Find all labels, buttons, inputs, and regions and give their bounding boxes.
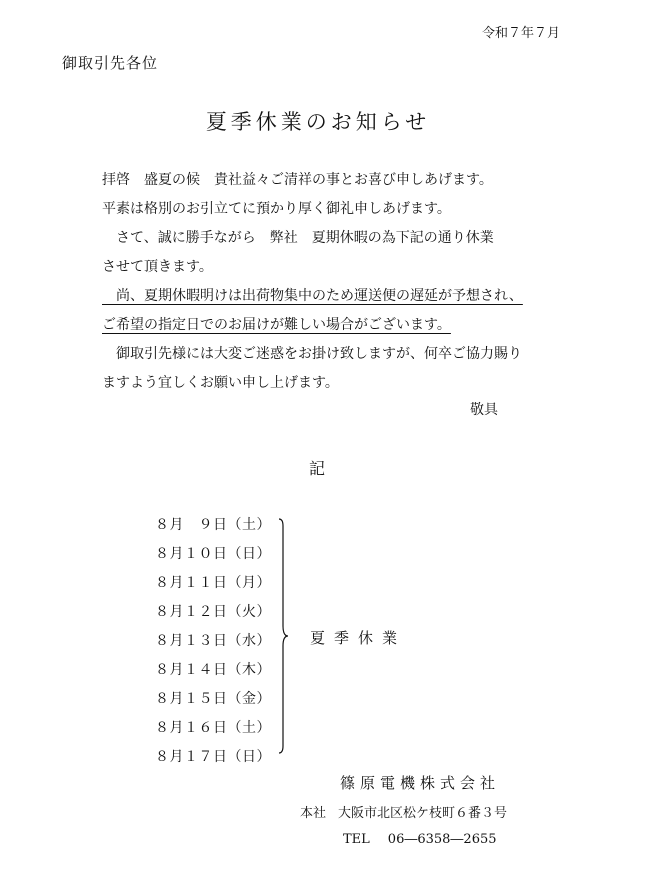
company-address xyxy=(300,802,507,821)
body-line: させて頂きます。 xyxy=(102,259,213,275)
right-brace-icon xyxy=(278,518,292,754)
holiday-date: ８月１４日（木） xyxy=(155,662,271,678)
tel-value: 06―6358―2655 xyxy=(387,832,497,847)
body-line: ますよう宜しくお願い申し上げます。 xyxy=(102,375,339,391)
holiday-date: ８月１７日（日） xyxy=(155,749,271,765)
body-line-underlined: ご希望の指定日でのお届けが難しい場合がございます。 xyxy=(102,317,451,333)
body-line: 御取引先様には大変ご迷惑をお掛け致しますが、何卒ご協力賜り xyxy=(102,346,522,362)
holiday-date: ８月 ９日（土） xyxy=(155,517,271,533)
address-label: 本社 xyxy=(300,806,327,821)
holiday-date: ８月１１日（月） xyxy=(155,575,271,591)
body-line-underlined: 尚、夏期休暇明けは出荷物集中のため運送便の遅延が予想され、 xyxy=(102,288,523,304)
body-line: さて、誠に勝手ながら 弊社 夏期休暇の為下記の通り休業 xyxy=(102,230,494,246)
tel-label: TEL xyxy=(343,832,370,847)
company-name: 篠原電機株式会社 xyxy=(340,774,501,792)
recipient: 御取引先各位 xyxy=(62,54,159,72)
body-line: 拝啓 盛夏の候 貴社益々ご清祥の事とお喜び申しあげます。 xyxy=(102,172,493,188)
holiday-date: ８月１６日（土） xyxy=(155,720,271,736)
closing-keigu: 敬具 xyxy=(470,402,498,418)
address-value: 大阪市北区松ケ枝町６番３号 xyxy=(338,806,508,821)
holiday-date: ８月１０日（日） xyxy=(155,546,271,562)
issue-date: 令和７年７月 xyxy=(481,26,560,41)
body-line: 平素は格別のお引立てに預かり厚く御礼申しあげます。 xyxy=(102,201,451,217)
company-tel xyxy=(343,832,497,847)
holiday-date: ８月１５日（金） xyxy=(155,691,271,707)
holiday-label: 夏季休業 xyxy=(310,629,407,647)
notice-heading: 記 xyxy=(309,459,326,478)
document-title: 夏季休業のお知らせ xyxy=(205,110,431,134)
holiday-date: ８月１３日（水） xyxy=(155,633,271,649)
holiday-date: ８月１２日（火） xyxy=(155,604,271,620)
